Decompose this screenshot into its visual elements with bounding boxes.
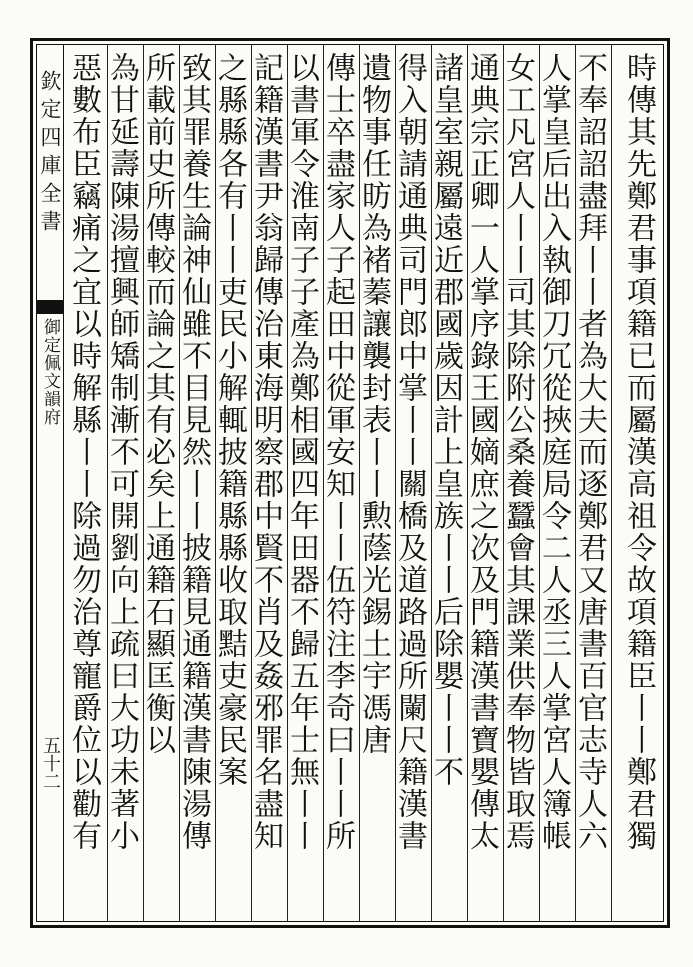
- text-column-10: 以書軍令淮南子子產為鄭相國四年田器不歸五年士無丨丨: [284, 52, 319, 852]
- text-column-16: 惡數布臣竊痛之宜以時解縣丨丨除過勿治尊寵爵位以勸有: [66, 52, 101, 852]
- text-column-6: 諸皇室親屬遠近郡國歲因計上皇族丨丨后除嬰丨丨不: [428, 52, 463, 788]
- text-column-8: 遺物事任昉為褚蓁讓襲封表丨丨勲蔭光錫土宇馮唐: [356, 52, 391, 756]
- text-column-15: 為甘延壽陳湯擅興師矯制漸不可開劉向上疏曰大功未著小: [104, 52, 139, 852]
- column-rule: [611, 44, 612, 922]
- text-column-3: 人掌皇后出入執御刀冗從挾庭局令二人丞三人掌宮人簿帳: [536, 52, 571, 852]
- text-column-14: 所載前史所傳較而論之其有必矣上通籍石顯匡衡以: [140, 52, 175, 756]
- library-title: 欽定四庫全書: [38, 70, 62, 238]
- text-column-1: 時傳其先鄭君事項籍已而屬漢高祖令故項籍臣丨丨鄭君獨: [621, 52, 656, 852]
- page-number: 五十二: [40, 736, 61, 790]
- text-column-9: 傳士卒盡家人子起田中從軍安知丨丨伍符注李奇曰丨丨所: [320, 52, 355, 852]
- text-column-11: 記籍漢書尹翁歸傳治東海明察郡中賢不肖及姦邪罪名盡知: [248, 52, 283, 852]
- text-column-2: 不奉詔詔盡拜丨丨者為大夫而逐鄭君又唐書百官志寺人六: [572, 52, 607, 852]
- text-column-12: 之縣縣各有丨丨吏民小解輒披籍縣縣收取黠吏豪民案: [212, 52, 247, 788]
- text-column-5: 通典宗正卿一人掌序錄王國嫡庶之次及門籍漢書寶嬰傳太: [464, 52, 499, 852]
- fishtail-mark: [37, 300, 63, 314]
- book-title: 御定佩文韻府: [40, 318, 60, 426]
- text-column-4: 女工凡宮人丨丨司其除附公桑養蠶會其課業供奉物皆取焉: [500, 52, 535, 852]
- text-column-13: 致其罪養生論神仙雖不目見然丨丨披籍見通籍漢書陳湯傳: [176, 52, 211, 852]
- text-column-7: 得入朝請通典司門郎中掌丨丨關橋及道路過所闌尺籍漢書: [392, 52, 427, 852]
